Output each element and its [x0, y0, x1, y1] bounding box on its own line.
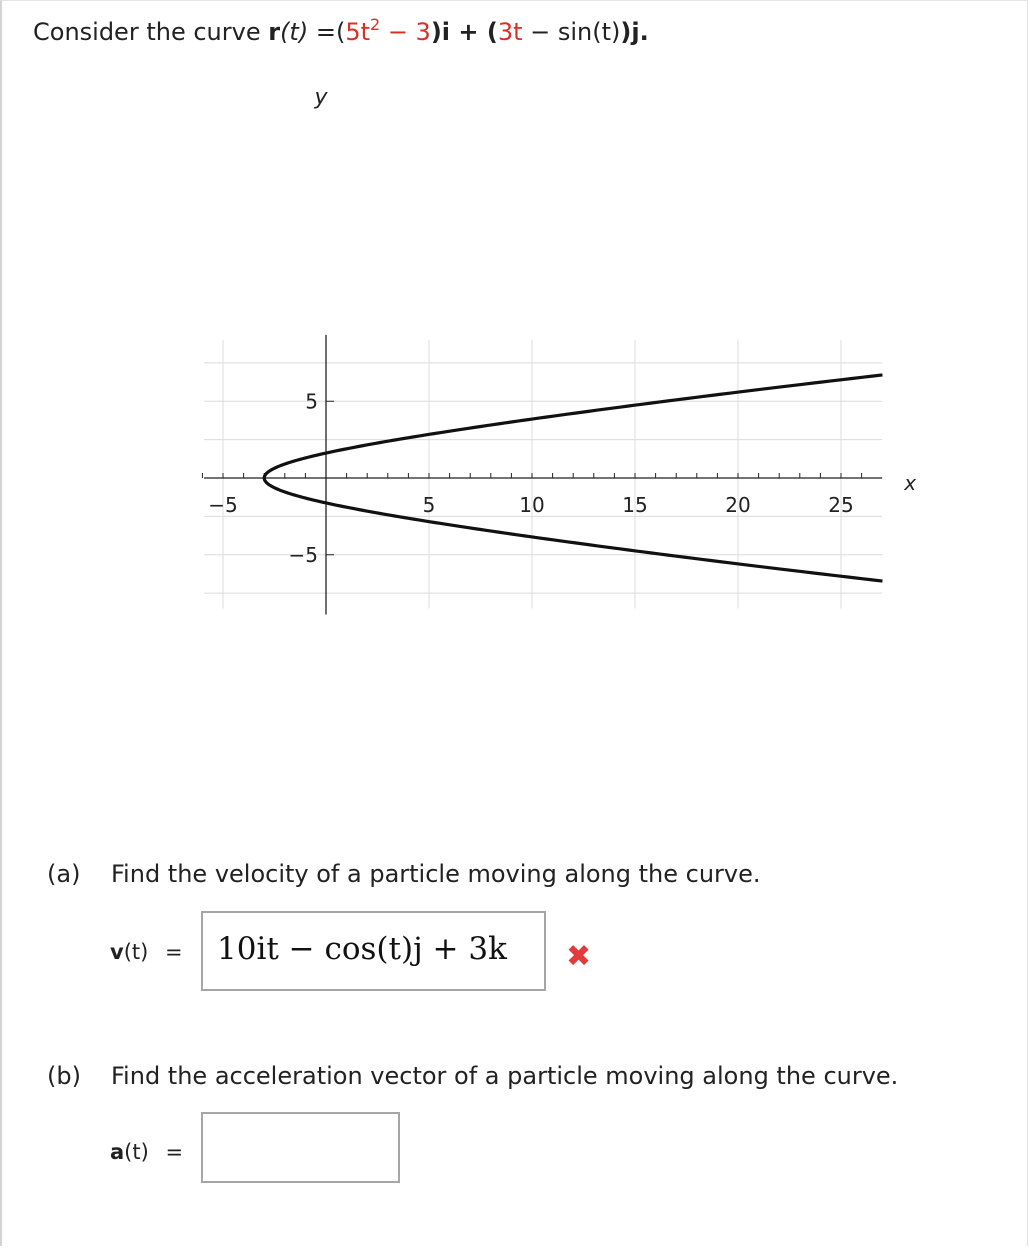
y-coefficient: 3t [497, 18, 523, 46]
problem-statement [33, 15, 649, 46]
statement-equals: =( [308, 18, 346, 46]
acceleration-label [110, 1140, 183, 1164]
acceleration-answer-input[interactable] [201, 1112, 400, 1183]
part-a-prompt: Find the velocity of a particle moving along the curve. [111, 860, 761, 888]
r-label: r [268, 18, 281, 46]
x-axis-label: x [904, 471, 917, 495]
y-tick-label: 5 [305, 389, 318, 414]
x-constant: − 3 [380, 18, 431, 46]
part-b-prompt: Find the acceleration vector of a particle moving along the curve. [111, 1062, 899, 1090]
x-tick-label: 10 [519, 493, 545, 517]
curve-graph [180, 80, 917, 840]
x-tick-label: 5 [422, 493, 436, 517]
acceleration-var: a [110, 1140, 125, 1164]
x-coefficient: 5t [345, 18, 370, 46]
x-tick-label: 20 [725, 493, 751, 517]
statement-prefix: Consider the curve [33, 18, 269, 46]
y-axis-label: y [314, 85, 328, 110]
j-unit: )j. [620, 18, 649, 46]
velocity-answer-text: 10it − cos(t)j + 3k [217, 931, 507, 967]
acceleration-equals: = [165, 1140, 184, 1164]
velocity-var: v [110, 940, 124, 964]
x-exponent: 2 [370, 15, 381, 34]
velocity-arg: (t) [123, 940, 149, 964]
x-tick-label: 25 [828, 493, 854, 517]
x-tick-label: 15 [622, 493, 648, 517]
y-tick-label: −5 [288, 542, 318, 567]
velocity-label [110, 940, 183, 964]
part-b-label: (b) [47, 1062, 81, 1090]
x-tick-label: −5 [208, 493, 238, 517]
r-arg: (t) [280, 18, 309, 46]
velocity-answer-input[interactable] [201, 911, 546, 991]
incorrect-x-icon: ✖ [566, 939, 592, 974]
i-unit: )i + ( [430, 18, 498, 46]
y-rest: − sin(t) [522, 18, 621, 46]
velocity-equals: = [165, 940, 183, 964]
acceleration-arg: (t) [124, 1140, 149, 1164]
part-a-label: (a) [47, 860, 81, 888]
